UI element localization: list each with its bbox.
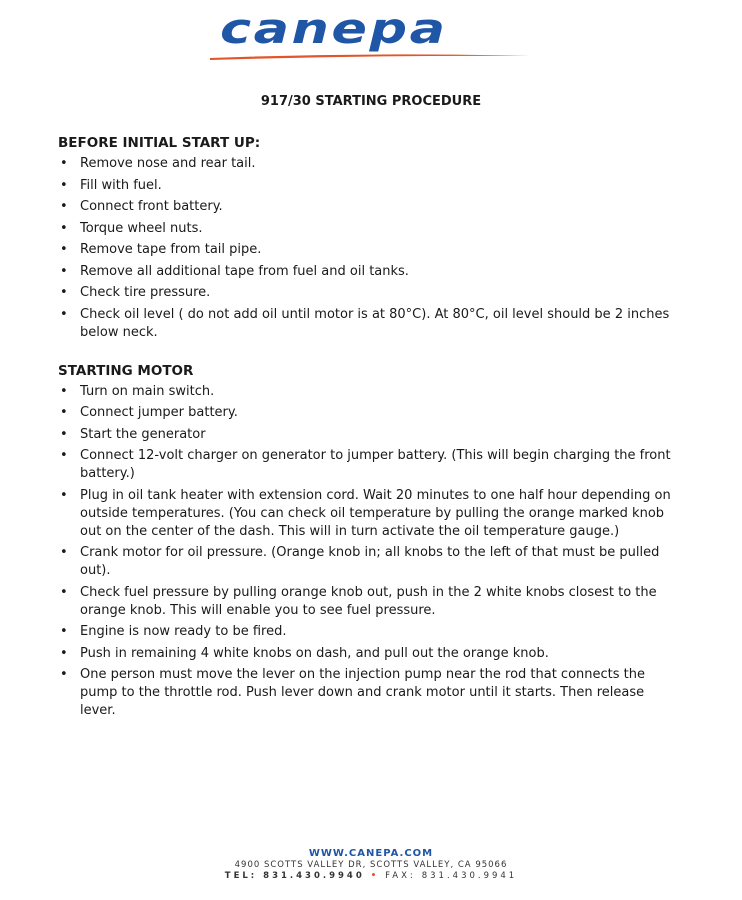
list-item: • Start the generator xyxy=(58,426,678,444)
section-heading: BEFORE INITIAL START UP: xyxy=(58,135,261,151)
list-item: • Check fuel pressure by pulling orange knob out, push in the 2 white knobs closest to the orange knob. This will enable you to see fuel pressure. xyxy=(58,584,678,620)
tel-label: TEL: xyxy=(224,871,258,881)
list-item: • Engine is now ready to be fired. xyxy=(58,623,678,641)
section-starting-motor xyxy=(58,362,678,721)
logo-wordmark: canepa xyxy=(220,4,448,53)
list-item: • Fill with fuel. xyxy=(58,177,678,195)
logo-swoosh-icon xyxy=(210,50,530,62)
list-item: • Remove tape from tail pipe. xyxy=(58,241,678,259)
canepa-logo xyxy=(210,4,530,60)
document-body xyxy=(58,134,678,724)
page-footer xyxy=(0,848,742,882)
list-item: • Push in remaining 4 white knobs on dash, and pull out the orange knob. xyxy=(58,645,678,663)
tel-number: 831.430.9940 xyxy=(263,871,365,881)
section-before-initial-start-up xyxy=(58,134,678,342)
separator-dot: • xyxy=(370,871,380,881)
section-heading: STARTING MOTOR xyxy=(58,362,194,379)
footer-website: WWW.CANEPA.COM xyxy=(308,848,434,859)
list-item: • Check tire pressure. xyxy=(58,284,678,302)
fax-label: FAX: xyxy=(385,871,416,881)
list-item: • Plug in oil tank heater with extension cord. Wait 20 minutes to one half hour depending on outside temperatures. (You can check oil temperature by pulling the orange marked knob out on the center of the dash. This will in turn activate the oil temperature gauge.) xyxy=(58,487,678,541)
list-item: • Connect front battery. xyxy=(58,198,678,216)
footer-address: 4900 SCOTTS VALLEY DR, SCOTTS VALLEY, CA 95066 xyxy=(234,860,508,870)
document-title: 917/30 STARTING PROCEDURE xyxy=(260,94,482,109)
fax-number: 831.430.9941 xyxy=(421,871,518,881)
list-item: • Check oil level ( do not add oil until motor is at 80°C). At 80°C, oil level should be 2 inches below neck. xyxy=(58,306,678,342)
list-item: • One person must move the lever on the injection pump near the rod that connects the pump to the throttle rod. Push lever down and crank motor until it starts. Then release lever. xyxy=(58,666,678,720)
list-item: • Remove nose and rear tail. xyxy=(58,155,678,173)
bullet-list xyxy=(58,155,678,342)
list-item: • Connect 12-volt charger on generator to jumper battery. (This will begin charging the front battery.) xyxy=(58,447,678,483)
footer-contact xyxy=(0,871,742,882)
list-item: • Connect jumper battery. xyxy=(58,404,678,422)
list-item: • Turn on main switch. xyxy=(58,383,678,401)
bullet-list xyxy=(58,383,678,721)
list-item: • Remove all additional tape from fuel and oil tanks. xyxy=(58,263,678,281)
list-item: • Crank motor for oil pressure. (Orange knob in; all knobs to the left of that must be pulled out). xyxy=(58,544,678,580)
list-item: • Torque wheel nuts. xyxy=(58,220,678,238)
